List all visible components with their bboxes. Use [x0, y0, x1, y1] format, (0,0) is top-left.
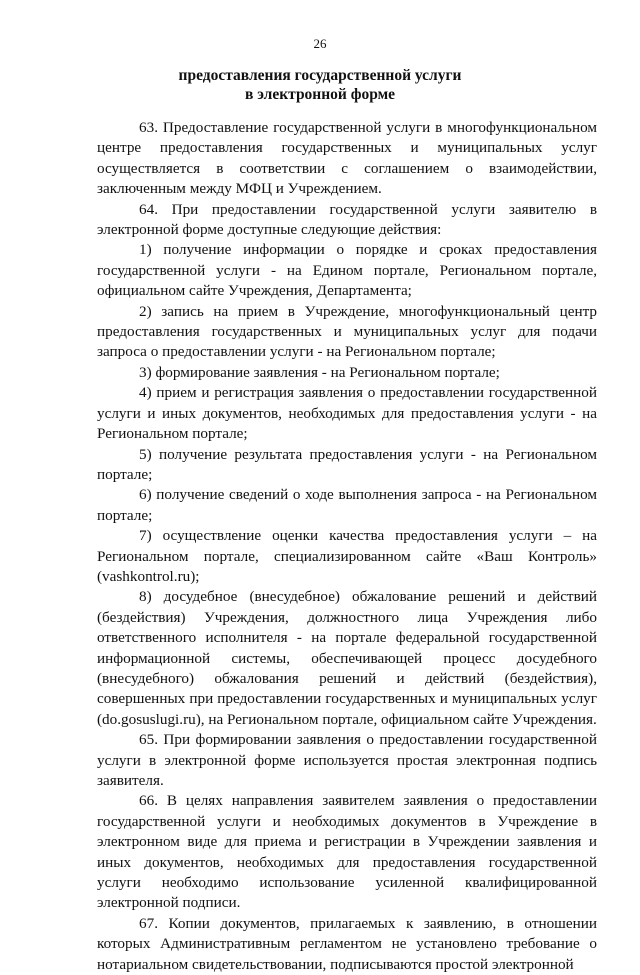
list-item-4: 4) прием и регистрация заявления о предоставлении государственной услуги и иных документов, необходимых для предоставления услуги - на Региональном портале; [97, 384, 597, 443]
paragraph-63: 63. Предоставление государственной услуги в многофункциональном центре предоставления государственных и муниципальных услуг осуществляется в соответствии с соглашением о взаимодействии, заключенным между МФЦ и Учреждением. [97, 119, 597, 198]
list-item-7: 7) осуществление оценки качества предоставления услуги – на Региональном портале, специализированном сайте «Ваш Контроль» (vashkontrol.ru); [97, 527, 597, 585]
list-item-2: 2) запись на прием в Учреждение, многофункциональный центр предоставления государственных и муниципальных услуг для подачи запроса о предоставлении услуги - на Региональном портале; [97, 302, 597, 361]
body-text [97, 118, 597, 975]
list-item-8: 8) досудебное (внесудебное) обжалование решений и действий (бездействия) Учреждения, должностного лица Учреждения либо ответственного исполнителя - на портале федеральной государственной информационной системы, обеспечивающей процесс досудебного (внесудебного) обжалования решений и действий (бездействия), совершенных при предоставлении государственных и муниципальных услуг (do.gosuslugi.ru), на Региональном портале, официальном сайте Учреждения. [97, 588, 597, 728]
paragraph-67: 67. Копии документов, прилагаемых к заявлению, в отношении которых Административным регламентом не установлено требование о нотариальном свидетельствовании, подписываются простой электронной [97, 914, 597, 973]
paragraph-65: 65. При формировании заявления о предоставлении государственной услуги в электронной форме используется простая электронная подпись заявителя. [97, 731, 597, 789]
paragraph-64: 64. При предоставлении государственной услуги заявителю в электронной форме доступные следующие действия: [97, 200, 597, 239]
section-heading-line-2: в электронной форме [244, 86, 396, 103]
list-item-3: 3) формирование заявления - на Региональном портале; [139, 363, 500, 381]
page-number: 26 [313, 36, 327, 51]
list-item-6: 6) получение сведений о ходе выполнения запроса - на Региональном портале; [97, 486, 597, 524]
section-heading-line-1: предоставления государственной услуги [178, 67, 462, 84]
section-heading [0, 66, 640, 104]
paragraph-66: 66. В целях направления заявителем заявления о предоставлении государственной услуги и необходимых документов в Учреждение в электронном виде для приема и регистрации в Учреждении заявления и иных документов, необходимых для предоставления государственной услуги необходимо использование усиленной квалифицированной электронной подписи. [97, 792, 597, 912]
list-item-1: 1) получение информации о порядке и сроках предоставления государственной услуги - на Едином портале, Региональном портале, официальном сайте Учреждения, Департамента; [97, 241, 597, 300]
list-item-5: 5) получение результата предоставления услуги - на Региональном портале; [97, 445, 597, 483]
